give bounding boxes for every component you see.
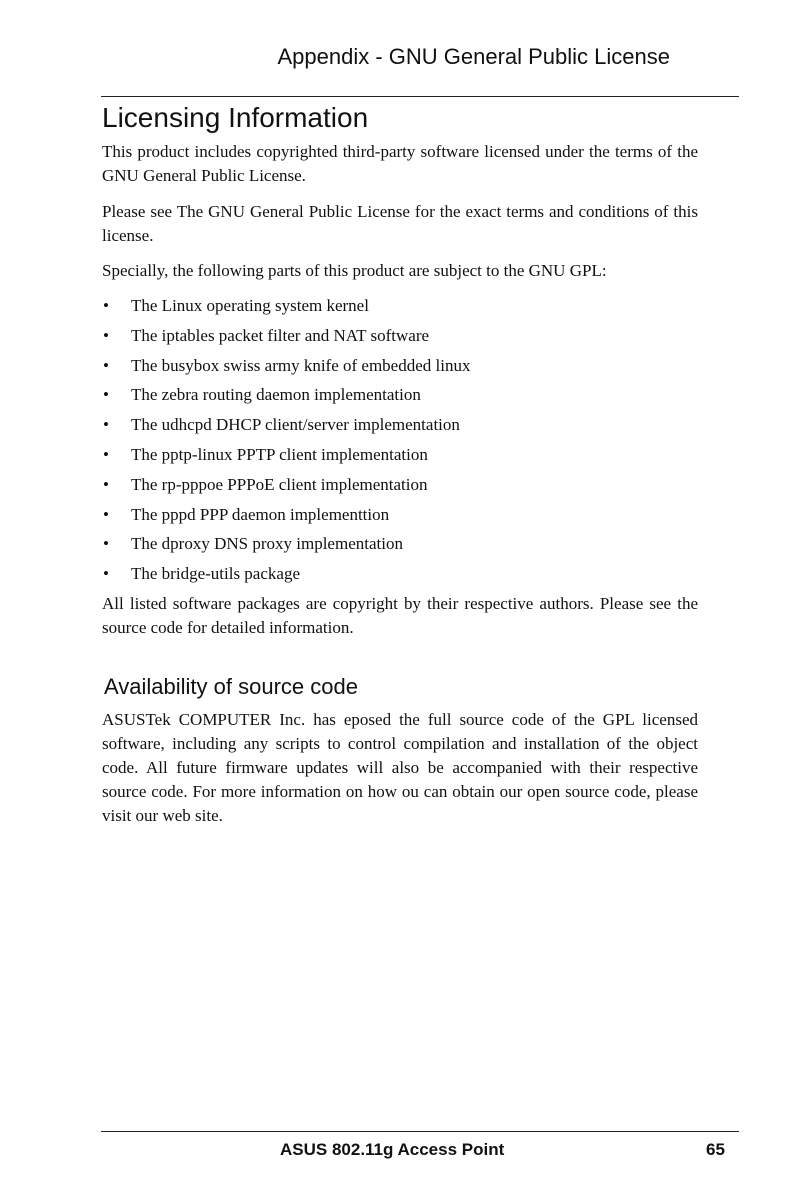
bullet-icon: • xyxy=(103,474,109,494)
footer-product-name: ASUS 802.11g Access Point xyxy=(280,1140,505,1159)
page-number: 65 xyxy=(706,1140,725,1159)
bullet-icon: • xyxy=(103,415,109,435)
list-item xyxy=(103,383,703,413)
page-header-title: Appendix - GNU General Public License xyxy=(277,44,670,69)
list-item xyxy=(103,413,703,443)
paragraph-copyright: All listed software packages are copyright by their respective authors. Please see the source code for detailed information. xyxy=(102,594,698,637)
paragraph-gpl-parts: Specially, the following parts of this product are subject to the GNU GPL: xyxy=(102,261,607,280)
list-item xyxy=(103,294,703,324)
list-item-text: The rp-pppoe PPPoE client implementation xyxy=(131,474,428,494)
list-item-text: The busybox swiss army knife of embedded linux xyxy=(131,355,471,375)
paragraph-see-license: Please see The GNU General Public License for the exact terms and conditions of this license. xyxy=(102,202,698,245)
list-item xyxy=(103,473,703,503)
bullet-icon: • xyxy=(103,385,109,405)
list-item xyxy=(103,532,703,562)
bullet-icon: • xyxy=(103,355,109,375)
list-item xyxy=(103,354,703,384)
paragraph-intro: This product includes copyrighted third-party software licensed under the terms of the GNU General Public License. xyxy=(102,142,698,185)
bullet-icon: • xyxy=(103,564,109,584)
list-item-text: The pppd PPP daemon implementtion xyxy=(131,504,390,524)
footer-rule xyxy=(101,1131,739,1132)
list-item xyxy=(103,443,703,473)
bullet-icon: • xyxy=(103,325,109,345)
bullet-icon: • xyxy=(103,296,109,315)
list-item-text: The bridge-utils package xyxy=(131,564,300,584)
section-title: Licensing Information xyxy=(102,102,369,133)
list-item-text: The Linux operating system kernel xyxy=(131,296,369,315)
gpl-components-list xyxy=(103,294,703,592)
list-item-text: The iptables packet filter and NAT software xyxy=(131,325,430,345)
section-heading-source-code: Availability of source code xyxy=(104,674,358,699)
list-item-text: The pptp-linux PPTP client implementation xyxy=(131,444,428,464)
bullet-icon: • xyxy=(103,444,109,464)
bullet-icon: • xyxy=(103,504,109,524)
list-item xyxy=(103,562,703,592)
list-item xyxy=(103,324,703,354)
bullet-icon: • xyxy=(103,534,109,554)
list-item-text: The udhcpd DHCP client/server implementation xyxy=(131,415,460,435)
paragraph-source-availability: ASUSTek COMPUTER Inc. has eposed the full source code of the GPL licensed software, including any scripts to control compilation and installation of the object code. All future firmware updates will also be accompanied with their respective source code. For more information on how ou can obtain our open source code, please visit our web site. xyxy=(102,710,698,825)
list-item-text: The zebra routing daemon implementation xyxy=(131,385,421,405)
list-item xyxy=(103,503,703,533)
list-item-text: The dproxy DNS proxy implementation xyxy=(131,534,403,554)
header-rule xyxy=(101,96,739,97)
